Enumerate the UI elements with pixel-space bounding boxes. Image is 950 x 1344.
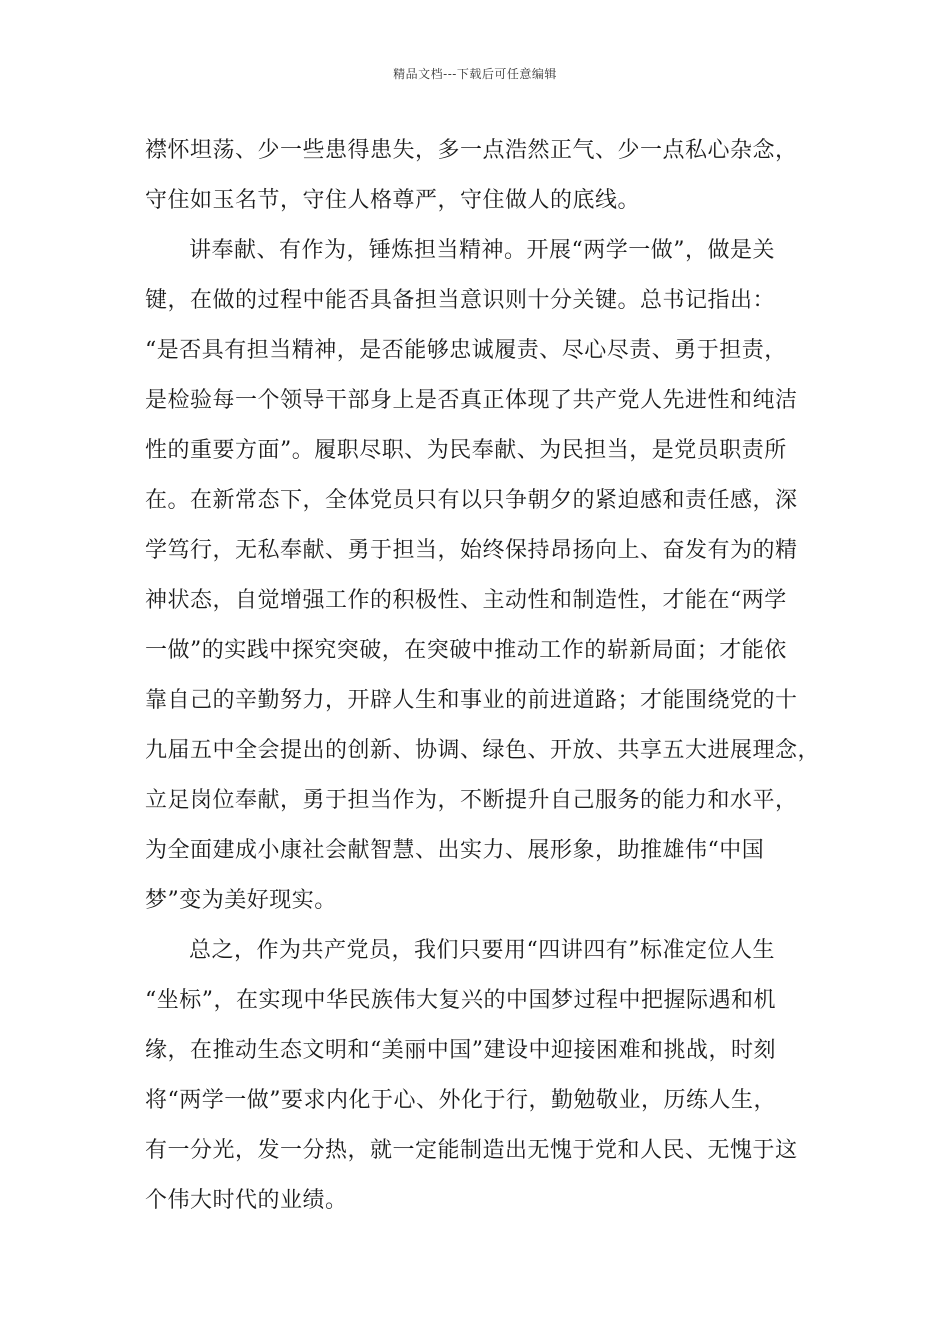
text-line: 神状态，自觉增强工作的积极性、主动性和制造性，才能在“两学	[145, 588, 787, 613]
text-line: 是检验每一个领导干部身上是否真正体现了共产党人先进性和纯洁	[145, 388, 798, 413]
text-line: 性的重要方面”。履职尽职、为民奉献、为民担当，是党员职责所	[145, 438, 787, 463]
text-line: 一做”的实践中探究突破，在突破中推动工作的崭新局面；才能依	[145, 638, 787, 663]
document-body	[145, 126, 835, 1226]
text-line: 在。在新常态下，全体党员只有以只争朝夕的紧迫感和责任感，深	[145, 488, 798, 513]
text-line: 九届五中全会提出的创新、协调、绿色、开放、共享五大进展理念，	[145, 738, 821, 763]
text-line: 守住如玉名节，守住人格尊严，守住做人的底线。	[145, 188, 641, 213]
page-header: 精品文档---下载后可任意编辑	[393, 67, 557, 81]
text-line: 襟怀坦荡、少一些患得患失，多一点浩然正气、少一点私心杂念，	[145, 138, 798, 163]
text-line: 缘，在推动生态文明和“美丽中国”建设中迎接困难和挑战，时刻	[145, 1038, 776, 1063]
text-line: 键，在做的过程中能否具备担当意识则十分关键。总书记指出：	[145, 288, 776, 313]
text-line: 梦”变为美好现实。	[145, 888, 337, 913]
paragraph-start-line: 讲奉献、有作为，锤炼担当精神。开展“两学一做”，做是关	[189, 238, 775, 263]
text-line: 靠自己的辛勤努力，开辟人生和事业的前进道路；才能围绕党的十	[145, 688, 798, 713]
paragraph-start-line: 总之，作为共产党员，我们只要用“四讲四有”标准定位人生	[189, 938, 775, 963]
text-line: 将“两学一做”要求内化于心、外化于行，勤勉敬业，历练人生，	[145, 1088, 776, 1113]
text-line: 个伟大时代的业绩。	[145, 1188, 348, 1213]
text-line: 为全面建成小康社会献智慧、出实力、展形象，助推雄伟“中国	[145, 838, 765, 863]
text-line: 有一分光，发一分热，就一定能制造出无愧于党和人民、无愧于这	[145, 1138, 798, 1163]
text-line: “坐标”，在实现中华民族伟大复兴的中国梦过程中把握际遇和机	[145, 988, 776, 1013]
text-line: 立足岗位奉献，勇于担当作为，不断提升自己服务的能力和水平，	[145, 788, 798, 813]
text-line: 学笃行，无私奉献、勇于担当，始终保持昂扬向上、奋发有为的精	[145, 538, 798, 563]
text-line: “是否具有担当精神，是否能够忠诚履责、尽心尽责、勇于担责，	[145, 338, 787, 363]
